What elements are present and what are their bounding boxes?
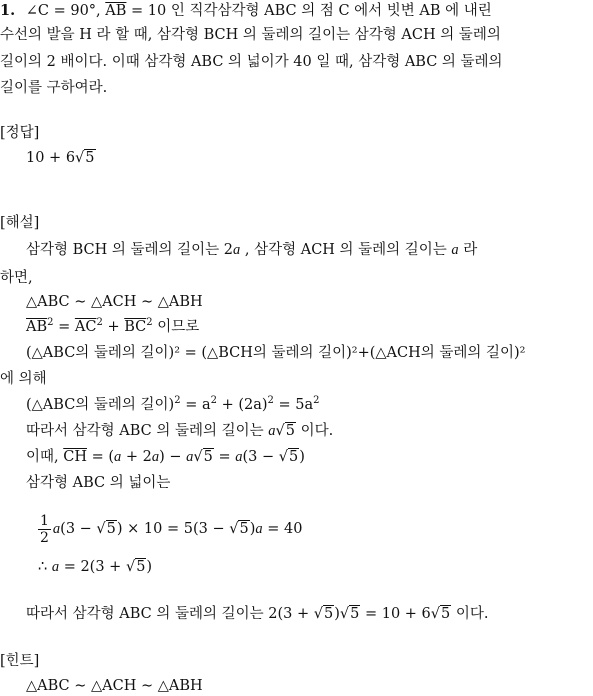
solution-header: [해설]: [0, 215, 40, 231]
answer-expression: 10 + 6√5: [26, 150, 95, 166]
solution-line-9: 이때, $\overline{CH} = (a + 2a) - a√5 = a(3 - √5)$: [26, 449, 305, 465]
solution-line-8: 따라서 삼각형 ABC 의 둘레의 길이는 a√5 이다.: [26, 423, 334, 439]
pythagorean-equation: $\overline{AB}^2 = \overline{AC}^2 + \overline{BC}^2$ 이므로: [26, 317, 200, 335]
fraction-half: $\frac{1}{2}$: [40, 512, 49, 546]
sqrt: √5: [75, 150, 95, 166]
hint-line-1: △ABC ∼ △ACH ∼ △ABH: [26, 678, 203, 694]
solution-line-1: 삼각형 BCH 의 둘레의 길이는 2a , 삼각형 ACH 의 둘레의 길이는 a 라: [26, 242, 478, 258]
problem-line-4: 길이를 구하여라.: [0, 80, 108, 96]
hint-header: [힌트]: [0, 653, 40, 669]
problem-number: 1.: [0, 2, 16, 19]
problem-line-3: 길이의 2 배이다. 이때 삼각형 ABC 의 넓이가 40 일 때, 삼각형 ABC 의 둘레의: [0, 54, 503, 70]
solution-conclusion: 따라서 삼각형 ABC 의 둘레의 길이는 2(3 + √5)√5 = 10 + 6√5 이다.: [26, 606, 489, 622]
problem-line-1: 1. ∠C = 90°, $\overline{AB} = 10$ 인 직각삼각형 ABC 의 점 C 에서 빗변 AB 에 내린: [0, 2, 492, 19]
solution-line-7: (△ABC의 둘레의 길이)$^2 = a^2 + (2a)^2 = 5a^2$: [26, 395, 320, 413]
solution-line-2: 하면,: [0, 270, 33, 286]
similarity-statement: △ABC ∼ △ACH ∼ △ABH: [26, 294, 203, 310]
area-equation: $\frac{1}{2}$ a(3 − √5) × 10 = 5(3 − √5)a = 40: [40, 512, 303, 546]
solution-line-5: (△ABC의 둘레의 길이)² = (△BCH의 둘레의 길이)²+(△ACH의 둘레의 길이)²: [26, 345, 526, 361]
segment-ab: $\overline{AB}$: [105, 3, 127, 19]
therefore-equation: ∴ a = 2(3 + √5): [38, 559, 153, 575]
problem-line-2: 수선의 발을 H 라 할 때, 삼각형 BCH 의 둘레의 길이는 삼각형 ACH 의 둘레의: [0, 27, 501, 43]
answer-header: [정답]: [0, 125, 40, 141]
solution-line-10: 삼각형 ABC 의 넓이는: [26, 475, 171, 491]
solution-line-6: 에 의해: [0, 371, 47, 387]
